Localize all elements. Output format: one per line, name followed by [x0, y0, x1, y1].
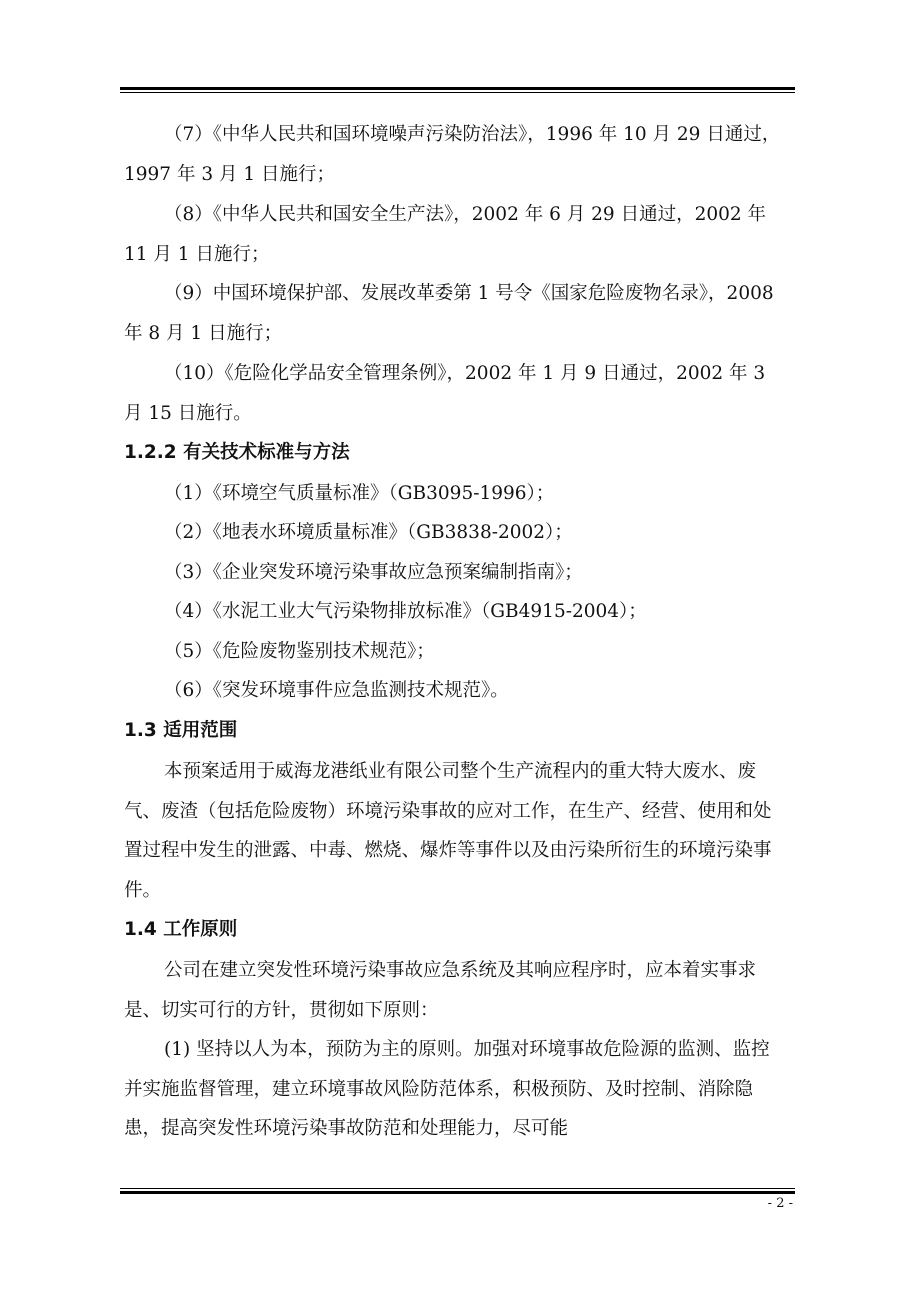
section-1-3-body: 本预案适用于威海龙港纸业有限公司整个生产流程内的重大特大废水、废气、废渣（包括危险废物）环境污染事故的应对工作，在生产、经营、使用和处置过程中发生的泄露、中毒、燃烧、爆炸等事件以及由污染所衍生的环境污染事件。 [124, 761, 772, 902]
standard-item-3: （3）《企业突发环境污染事故应急预案编制指南》； [164, 562, 583, 583]
section-1-3-heading: 1.3 适用范围 [124, 720, 238, 741]
page-number: - 2 - [767, 1196, 793, 1211]
footer-rule-thin [120, 1188, 795, 1189]
standard-item-2: （2）《地表水环境质量标准》（GB3838-2002）； [164, 522, 573, 543]
section-1-2-2-heading: 1.2.2 有关技术标准与方法 [124, 442, 350, 463]
law-10: （10）《危险化学品安全管理条例》，2002 年 1 月 9 日通过，2002 年 3 月 15 日施行。 [124, 363, 766, 424]
section-1-4-heading: 1.4 工作原则 [124, 919, 238, 940]
standard-item-5: （5）《危险废物鉴别技术规范》； [164, 641, 435, 662]
law-8: （8）《中华人民共和国安全生产法》，2002 年 6 月 29 日通过，2002 年 11 月 1 日施行； [124, 204, 767, 265]
standard-item-6: （6）《突发环境事件应急监测技术规范》。 [164, 680, 509, 701]
footer-rule-thick [120, 1191, 795, 1194]
section-1-4-principle-1: (1) 坚持以人为本，预防为主的原则。加强对环境事故危险源的监测、监控并实施监督管理，建立环境事故风险防范体系，积极预防、及时控制、消除隐患，提高突发性环境污染事故防范和处理能力，尽可能 [124, 1039, 770, 1140]
standard-item-4: （4）《水泥工业大气污染物排放标准》（GB4915-2004）； [164, 601, 647, 622]
standard-item-1: （1）《环境空气质量标准》（GB3095-1996）； [164, 483, 555, 504]
header-rule-thick [120, 87, 795, 90]
header-rule-thin [120, 92, 795, 93]
section-1-4-intro: 公司在建立突发性环境污染事故应急系统及其响应程序时，应本着实事求是、切实可行的方针，贯彻如下原则： [124, 960, 757, 1021]
law-7: （7）《中华人民共和国环境噪声污染防治法》，1996 年 10 月 29 日通过，1997 年 3 月 1 日施行； [124, 124, 781, 185]
law-9: （9）中国环境保护部、发展改革委第 1 号令《国家危险废物名录》，2008 年 8 月 1 日施行； [124, 283, 774, 344]
